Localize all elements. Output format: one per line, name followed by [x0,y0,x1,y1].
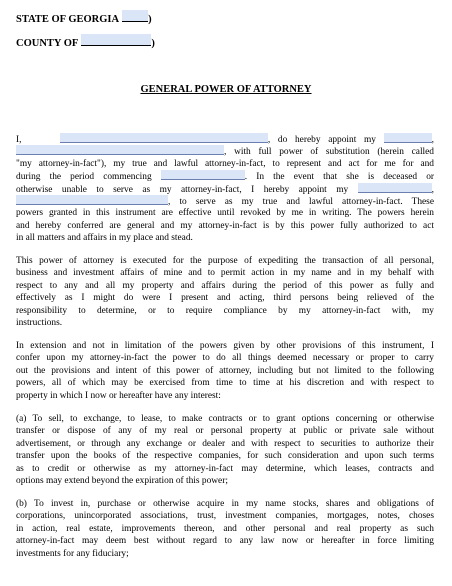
purpose-paragraph: This power of attorney is executed for the purpose of expediting the transaction of all personal, business and investment affairs of mine and to permit action in my name and in my behalf with respect to any and all my property and affairs during the period of this power as fully and effectively as I might do were I present and acting, third persons being relieved of the responsibility to determine, or to require compliance by my attorney-in-fact with, my instructions. [16,256,434,328]
relationship-field[interactable] [384,133,432,143]
power-a-paragraph: (a) To sell, to exchange, to lease, to make contracts or to grant options concerning or otherwise transfer or dispose of any of my real or personal property at public or private sale without advertisement, or through any exchange or dealer and with respect to securities to authorize their transfer upon the books of the respective companies, for such consideration and upon such terms as to credit or otherwise as my attorney-in-fact may determine, which leases, contracts and options may extend beyond the expiration of this power; [16,414,434,486]
state-line [16,10,152,25]
alternate-relationship-field[interactable] [358,183,432,193]
state-name-field[interactable] [122,10,148,22]
state-label: STATE OF GEORGIA [16,14,120,25]
extension-paragraph: In extension and not in limitation of the powers given by other provisions of this instrument, I confer upon my attorney-in-fact the power to do all things deemed necessary or proper to carry out the provisions and intent of this power of attorney, including but not limited to the following powers, all of which may be exercised from time to time at his discretion and with respect to property in which I now or hereafter have any interest: [16,341,434,401]
appointment-paragraph [16,133,434,245]
alternate-attorney-name-field[interactable] [16,195,168,205]
p1-line-8: and hereby conferred are general and my attorney-in-fact is by this power fully authorized to act [16,220,434,231]
county-name-field[interactable] [81,34,151,46]
p1-line-9: in all matters and affairs in my place and stead. [16,233,193,244]
state-close-paren: ) [148,14,152,25]
county-close-paren: ) [151,38,155,49]
p1-line-4: during the period commencing . In the event that she is deceased or [16,172,434,183]
p1-line-3: "my attorney-in-fact"), my true and lawful attorney-in-fact, to represent and act for me for and [16,158,434,169]
p1-line-5: otherwise unable to serve as my attorney-in-fact, I hereby appoint my , [16,184,434,195]
p1-line-6: , to serve as my true and lawful attorney-in-fact. These [16,195,434,207]
county-line [16,34,155,49]
p1-line-1: I, , do hereby appoint my , [16,135,434,145]
attorney-in-fact-name-field[interactable] [16,145,224,155]
p1-line-7: powers granted in this instrument are effective until revoked by me in writing. The powers herein [16,208,434,219]
p1-line-2: , with full power of substitution (herein called [16,145,434,157]
power-b-paragraph: (b) To invest in, purchase or otherwise acquire in my name stocks, shares and obligations of corporations, unincorporated associations, trust, investment companies, mortgages, notes, choses in action, real estate, improvements thereon, and other personal and real property as such attorney-in-fact may deem best without regard to any law now or hereafter in force limiting investments for any fiduciary; [16,499,434,559]
commencement-date-field[interactable] [161,170,245,180]
county-label: COUNTY OF [16,38,79,49]
document-title: GENERAL POWER OF ATTORNEY [140,84,312,95]
principal-name-field[interactable] [60,133,268,143]
